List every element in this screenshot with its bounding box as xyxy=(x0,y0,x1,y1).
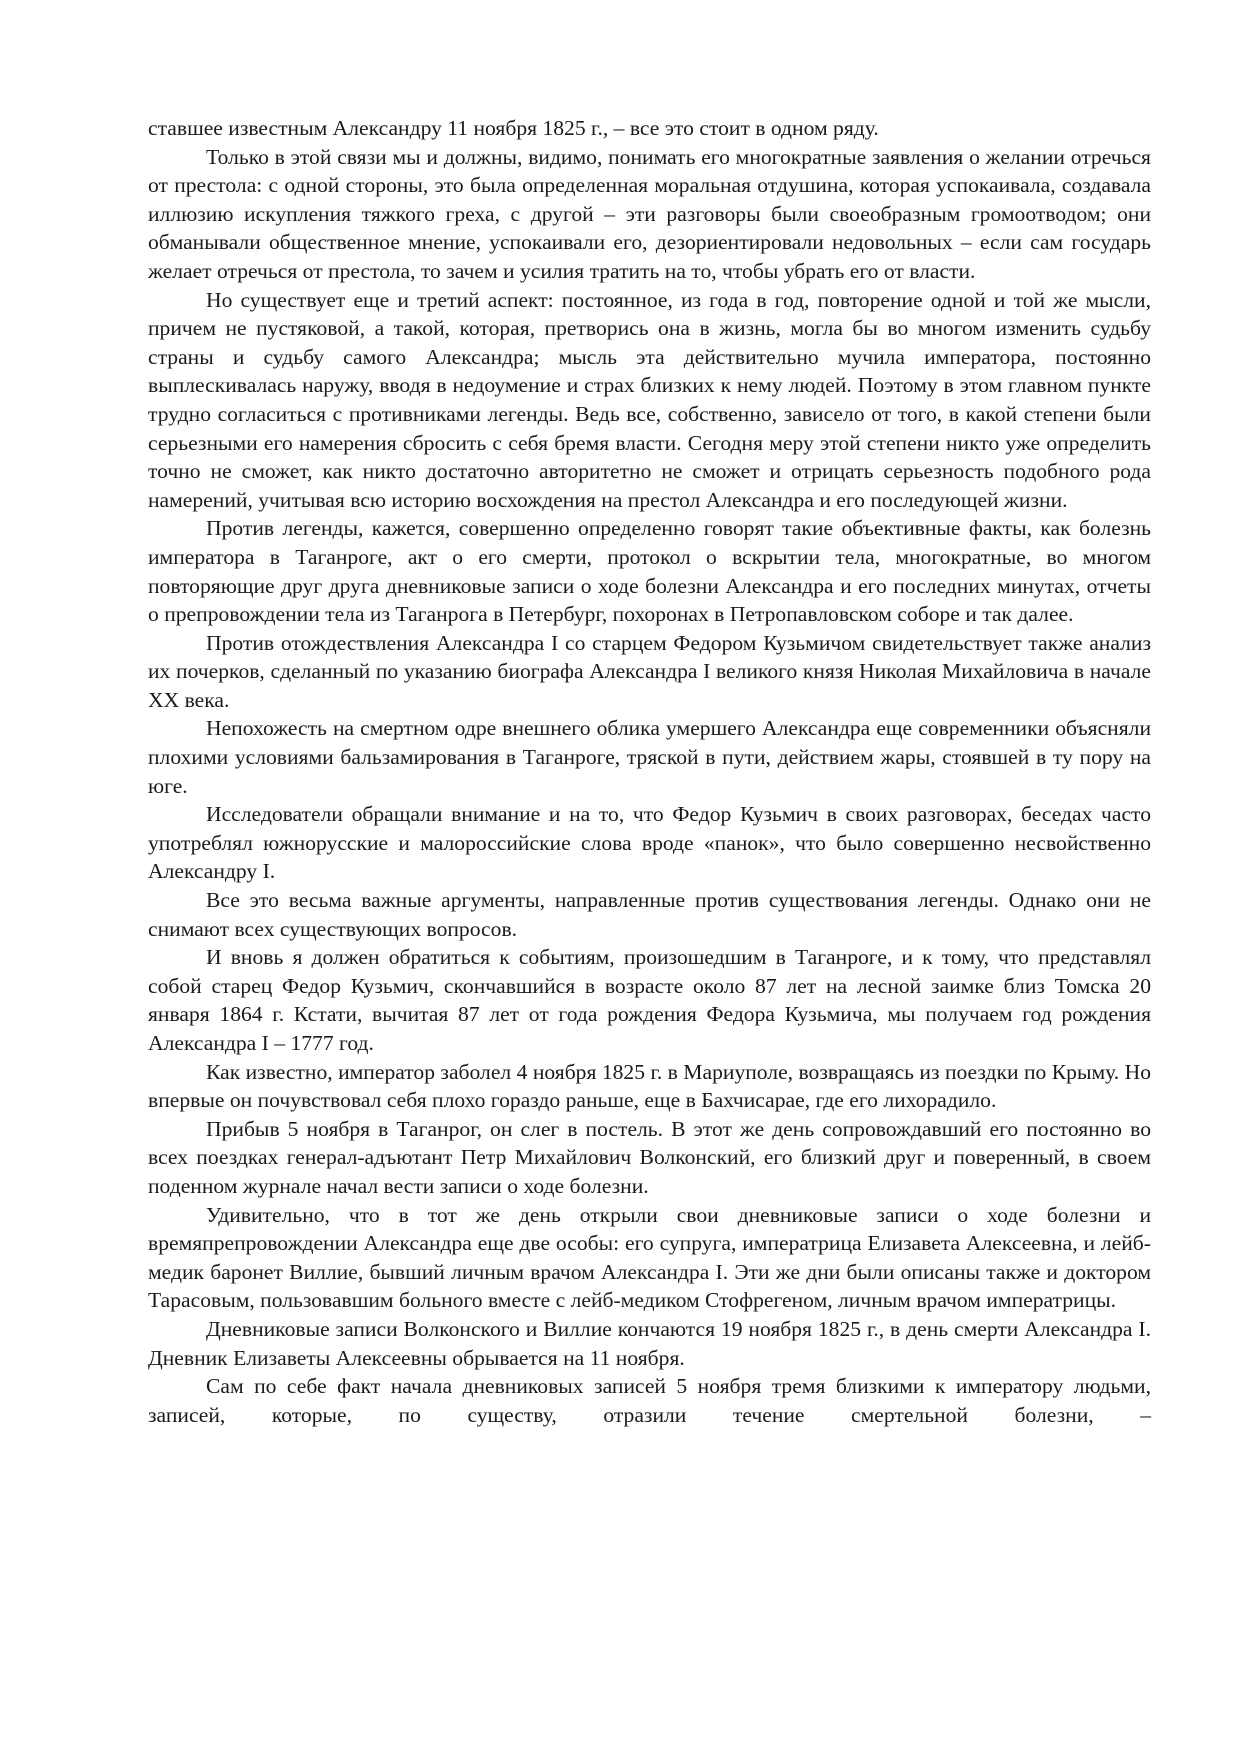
paragraph-5: Против отождествления Александра I со старцем Федором Кузьмичом свидетельствует также анализ их почерков, сделанный по указанию биографа Александра I великого князя Николая Михайловича в начале XX века. xyxy=(148,630,1151,712)
paragraph-14: Сам по себе факт начала дневниковых записей 5 ноября тремя близкими к императору людьми, записей, которые, по существу, отразили течение смертельной болезни, – xyxy=(148,1374,1151,1427)
document-page xyxy=(148,114,1151,1429)
paragraph-4: Против легенды, кажется, совершенно определенно говорят такие объективные факты, как болезнь императора в Таганроге, акт о его смерти, протокол о вскрытии тела, многократные, во многом повторяющие друг друга дневниковые записи о ходе болезни Александра и его последних минутах, отчеты о препровождении тела из Таганрога в Петербург, похоронах в Петропавловском соборе и так далее. xyxy=(148,516,1151,627)
paragraph-7: Исследователи обращали внимание и на то, что Федор Кузьмич в своих разговорах, беседах часто употреблял южнорусские и малороссийские слова вроде «панок», что было совершенно несвойственно Александру I. xyxy=(148,802,1151,884)
paragraph-8: Все это весьма важные аргументы, направленные против существования легенды. Однако они не снимают всех существующих вопросов. xyxy=(148,888,1151,941)
paragraph-12: Удивительно, что в тот же день открыли свои дневниковые записи о ходе болезни и времяпрепровождении Александра еще две особы: его супруга, императрица Елизавета Алексеевна, и лейб-медик баронет Виллие, бывший личным врачом Александра I. Эти же дни были описаны также и доктором Тарасовым, пользовавшим больного вместе с лейб-медиком Стофрегеном, личным врачом императрицы. xyxy=(148,1202,1151,1313)
paragraph-10: Как известно, император заболел 4 ноября 1825 г. в Мариуполе, возвращаясь из поездки по Крыму. Но впервые он почувствовал себя плохо гораздо раньше, еще в Бахчисарае, где его лихорадило. xyxy=(148,1059,1151,1113)
paragraph-9: И вновь я должен обратиться к событиям, произошедшим в Таганроге, и к тому, что представлял собой старец Федор Кузьмич, скончавшийся в возрасте около 87 лет на лесной заимке близ Томска 20 января 1864 г. Кстати, вычитая 87 лет от года рождения Федора Кузьмича, мы получаем год рождения Александра I – 1777 год. xyxy=(148,945,1151,1055)
paragraph-2: Только в этой связи мы и должны, видимо, понимать его многократные заявления о желании отречься от престола: с одной стороны, это была определенная моральная отдушина, которая успокаивала, создавала иллюзию искупления тяжкого греха, с другой – эти разговоры были своеобразным громоотводом; они обманывали общественное мнение, успокаивали его, дезориентировали недовольных – если сам государь желает отречься от престола, то зачем и усилия тратить на то, чтобы убрать его от власти. xyxy=(148,144,1151,283)
paragraph-13: Дневниковые записи Волконского и Виллие кончаются 19 ноября 1825 г., в день смерти Александра I. Дневник Елизаветы Алексеевны обрывается на 11 ноября. xyxy=(148,1316,1151,1370)
paragraph-3: Но существует еще и третий аспект: постоянное, из года в год, повторение одной и той же мысли, причем не пустяковой, а такой, которая, претворись она в жизнь, могла бы во многом изменить судьбу страны и судьбу самого Александра; мысль эта действительно мучила императора, постоянно выплескивалась наружу, вводя в недоумение и страх близких к нему людей. Поэтому в этом главном пункте трудно согласиться с противниками легенды. Ведь все, собственно, зависело от того, в какой степени были серьезными его намерения сбросить с себя бремя власти. Сегодня меру этой степени никто уже определить точно не сможет, как никто достаточно авторитетно не сможет и отрицать серьезность подобного рода намерений, учитывая всю историю восхождения на престол Александра и его последующей жизни. xyxy=(148,287,1151,512)
paragraph-6: Непохожесть на смертном одре внешнего облика умершего Александра еще современники объясняли плохими условиями бальзамирования в Таганроге, тряской в пути, действием жары, стоявшей в ту пору на юге. xyxy=(148,716,1151,798)
paragraph-1: ставшее известным Александру 11 ноября 1825 г., – все это стоит в одном ряду. xyxy=(148,116,879,140)
paragraph-11: Прибыв 5 ноября в Таганрог, он слег в постель. В этот же день сопровождавший его постоянно во всех поездках генерал-адъютант Петр Михайлович Волконский, его близкий друг и поверенный, в своем поденном журнале начал вести записи о ходе болезни. xyxy=(148,1116,1151,1198)
